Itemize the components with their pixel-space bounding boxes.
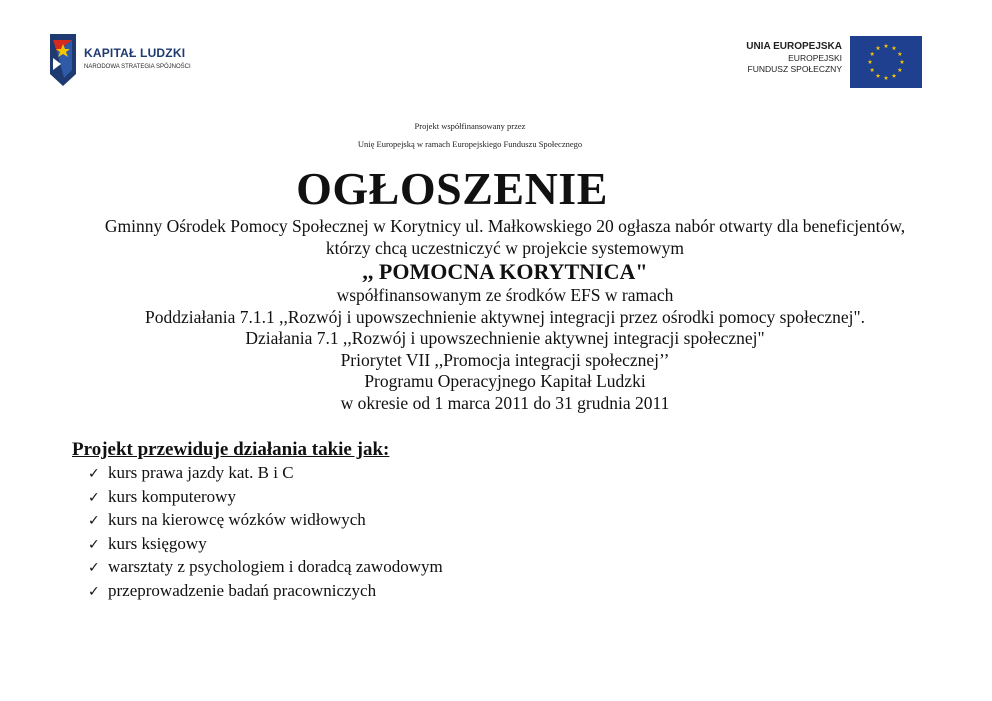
- actions-heading: Projekt przewiduje działania takie jak:: [72, 439, 390, 460]
- list-item: [88, 556, 443, 580]
- eu-logo-line2: EUROPEJSKI: [788, 53, 842, 63]
- cofunding-line-2: Unię Europejską w ramach Europejskiego Funduszu Społecznego: [357, 139, 583, 149]
- eu-logo-text: [746, 40, 842, 75]
- kapital-ludzki-logo: [48, 30, 208, 90]
- cofunding-line-1: Projekt współfinansowany przez: [414, 121, 526, 131]
- body-line-3: współfinansowanym ze środków EFS w ramach: [336, 285, 674, 305]
- checkmark-icon: ✓: [88, 560, 100, 576]
- announcement-headline: OGŁOSZENIE: [296, 163, 608, 214]
- kapital-ludzki-subtitle: NARODOWA STRATEGIA SPÓJNOŚCI: [84, 64, 191, 70]
- checkmark-icon: ✓: [88, 466, 100, 482]
- list-item-label: kurs komputerowy: [108, 486, 236, 506]
- checkmark-icon: ✓: [88, 536, 100, 553]
- list-item-label: kurs prawa jazdy kat. B i C: [108, 463, 294, 482]
- body-line-2: którzy chcą uczestniczyć w projekcie systemowym: [325, 237, 685, 258]
- list-item-label: przeprowadzenie badań pracowniczych: [108, 580, 377, 600]
- kapital-ludzki-logo-icon: [48, 30, 78, 90]
- body-line-8: w okresie od 1 marca 2011 do 31 grudnia 2011: [340, 392, 670, 413]
- list-item: [88, 580, 443, 604]
- list-item-label: kurs na kierowcę wózków widłowych: [108, 510, 366, 529]
- checkmark-icon: ✓: [88, 583, 100, 600]
- actions-section: [72, 438, 443, 603]
- body-line-7: Programu Operacyjnego Kapitał Ludzki: [364, 371, 646, 391]
- list-item-label: kurs księgowy: [108, 533, 207, 553]
- list-item: [88, 509, 443, 533]
- kapital-ludzki-title: KAPITAŁ LUDZKI: [84, 46, 186, 60]
- actions-list: [72, 462, 443, 603]
- list-item: [88, 533, 443, 557]
- eu-flag-icon: [850, 36, 922, 88]
- checkmark-icon: ✓: [88, 489, 100, 506]
- eu-logo-line1: UNIA EUROPEJSKA: [746, 41, 842, 52]
- project-name: ,, POMOCNA KORYTNICA": [362, 259, 648, 284]
- announcement-body: [0, 216, 992, 414]
- body-line-6: Priorytet VII ,,Promocja integracji społecznej’’: [340, 349, 670, 370]
- list-item: [88, 486, 443, 510]
- body-line-4: Poddziałania 7.1.1 ,,Rozwój i upowszechnienie aktywnej integracji przez ośrodki pomocy społecznej".: [144, 306, 866, 327]
- checkmark-icon: ✓: [88, 513, 100, 529]
- body-line-1: Gminny Ośrodek Pomocy Społecznej w Korytnicy ul. Małkowskiego 20 ogłasza nabór otwarty dla beneficjentów,: [104, 216, 906, 236]
- eu-logo-line3: FUNDUSZ SPOŁECZNY: [747, 64, 842, 74]
- body-line-5: Działania 7.1 ,,Rozwój i upowszechnienie aktywnej integracji społecznej": [245, 328, 765, 348]
- list-item: [88, 462, 443, 486]
- list-item-label: warsztaty z psychologiem i doradcą zawodowym: [108, 557, 443, 576]
